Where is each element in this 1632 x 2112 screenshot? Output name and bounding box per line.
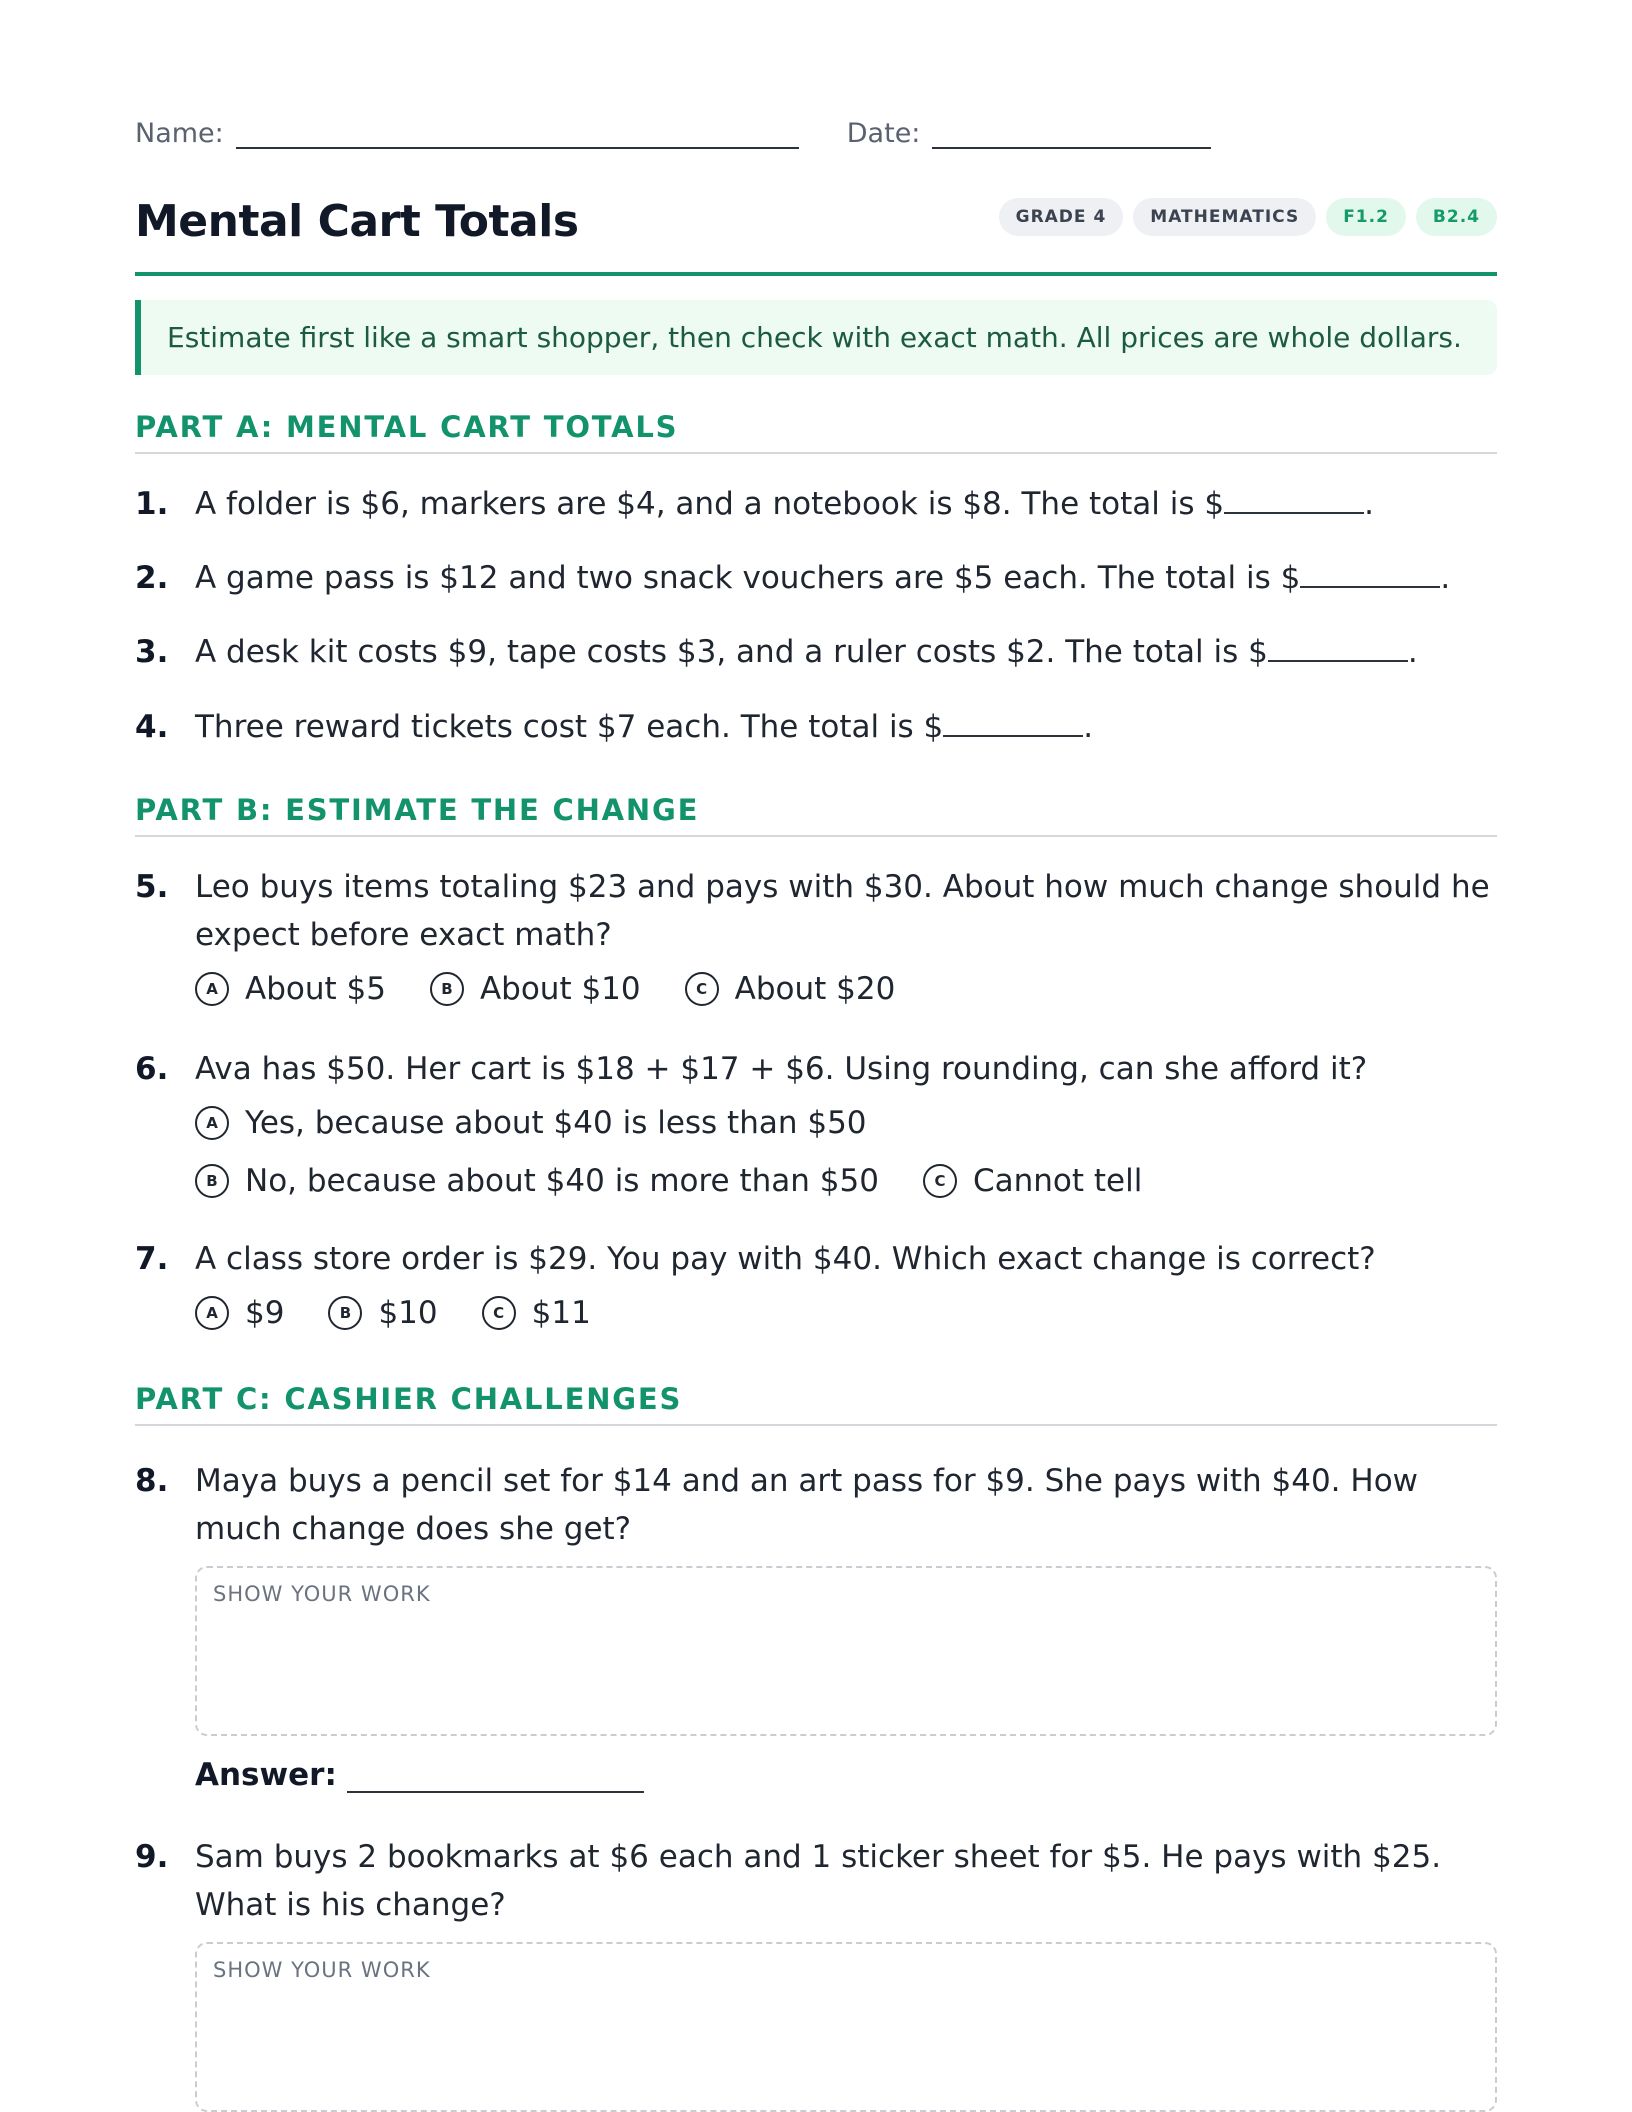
date-field[interactable] (932, 121, 1211, 149)
question-number: 5. (135, 869, 169, 905)
instructions-callout: Estimate first like a smart shopper, then check with exact math. All prices are whole dollars. (135, 300, 1497, 375)
option-a[interactable] (195, 1289, 284, 1337)
option-b[interactable] (430, 965, 641, 1013)
question-8 (135, 1457, 1497, 1553)
option-label: Cannot tell (972, 1163, 1143, 1199)
option-label: About $5 (245, 971, 386, 1007)
work-area[interactable] (195, 1566, 1497, 1736)
grade-badge: GRADE 4 (999, 198, 1124, 236)
question-2 (135, 554, 1497, 602)
question-4 (135, 703, 1497, 751)
work-area-label: SHOW YOUR WORK (213, 1958, 431, 1982)
work-area[interactable] (195, 1942, 1497, 2112)
option-a-bubble[interactable]: A (195, 1296, 229, 1330)
question-text: A desk kit costs $9, tape costs $3, and a ruler costs $2. The total is $ (195, 634, 1268, 670)
question-text: A game pass is $12 and two snack vouchers are $5 each. The total is $ (195, 560, 1301, 596)
question-1 (135, 480, 1497, 528)
question-text: Maya buys a pencil set for $14 and an art pass for $9. She pays with $40. How much change does she get? (195, 1463, 1419, 1547)
option-a[interactable] (195, 965, 386, 1013)
name-field[interactable] (236, 121, 799, 149)
badge-group (999, 198, 1497, 236)
question-text: Ava has $50. Her cart is $18 + $17 + $6. Using rounding, can she afford it? (195, 1051, 1368, 1087)
option-b-bubble[interactable]: B (195, 1164, 229, 1198)
option-a-bubble[interactable]: A (195, 1106, 229, 1140)
question-number: 9. (135, 1839, 169, 1875)
question-number: 2. (135, 560, 169, 596)
title-bar (135, 190, 1497, 276)
question-7 (135, 1235, 1497, 1337)
date-label: Date: (846, 118, 921, 149)
standard-badge: F1.2 (1326, 198, 1406, 236)
option-c-bubble[interactable]: C (685, 972, 719, 1006)
option-label: About $10 (479, 971, 641, 1007)
question-number: 6. (135, 1051, 169, 1087)
punctuation: . (1364, 486, 1374, 522)
question-text: Leo buys items totaling $23 and pays with $30. About how much change should he expect before exact math? (195, 869, 1490, 953)
answer-field[interactable] (347, 1763, 644, 1793)
page-title: Mental Cart Totals (135, 196, 579, 247)
option-label: About $20 (734, 971, 896, 1007)
question-number: 7. (135, 1241, 169, 1277)
option-a-bubble[interactable]: A (195, 972, 229, 1006)
section-heading-part-c: PART C: CASHIER CHALLENGES (135, 1382, 1497, 1426)
question-text: Three reward tickets cost $7 each. The total is $ (195, 709, 944, 745)
answer-blank[interactable] (1224, 484, 1364, 514)
option-c[interactable] (482, 1289, 591, 1337)
question-3 (135, 628, 1497, 676)
option-b[interactable] (328, 1289, 437, 1337)
answer-blank[interactable] (1268, 632, 1408, 662)
subject-badge: MATHEMATICS (1133, 198, 1316, 236)
question-number: 3. (135, 634, 169, 670)
answer-label: Answer: (195, 1757, 337, 1793)
answer-options (195, 1289, 1497, 1337)
option-label: No, because about $40 is more than $50 (245, 1163, 879, 1199)
question-number: 8. (135, 1463, 169, 1499)
option-b-bubble[interactable]: B (430, 972, 464, 1006)
work-area-label: SHOW YOUR WORK (213, 1582, 431, 1606)
option-c[interactable] (923, 1157, 1142, 1205)
punctuation: . (1407, 634, 1418, 670)
option-c[interactable] (685, 965, 896, 1013)
question-text: A folder is $6, markers are $4, and a notebook is $8. The total is $ (195, 486, 1225, 522)
option-label: $10 (378, 1295, 438, 1331)
option-label: Yes, because about $40 is less than $50 (245, 1105, 867, 1141)
option-label: $9 (245, 1295, 285, 1331)
standard-badge: B2.4 (1416, 198, 1497, 236)
question-text: Sam buys 2 bookmarks at $6 each and 1 sticker sheet for $5. He pays with $25. What is his change? (195, 1839, 1442, 1923)
answer-blank[interactable] (943, 707, 1083, 737)
question-9 (135, 1833, 1497, 1929)
section-heading-part-b: PART B: ESTIMATE THE CHANGE (135, 793, 1497, 837)
punctuation: . (1440, 560, 1451, 596)
name-date-row (135, 118, 1211, 149)
question-6 (135, 1045, 1497, 1205)
answer-options (195, 965, 1497, 1013)
name-label: Name: (135, 118, 224, 149)
option-c-bubble[interactable]: C (482, 1296, 516, 1330)
option-label: $11 (531, 1295, 591, 1331)
option-a[interactable] (195, 1099, 867, 1147)
question-5 (135, 863, 1497, 1013)
option-b-bubble[interactable]: B (328, 1296, 362, 1330)
question-number: 4. (135, 709, 169, 745)
option-c-bubble[interactable]: C (923, 1164, 957, 1198)
section-heading-part-a: PART A: MENTAL CART TOTALS (135, 410, 1497, 454)
option-b[interactable] (195, 1157, 879, 1205)
answer-options (195, 1099, 1497, 1205)
question-number: 1. (135, 486, 169, 522)
answer-blank[interactable] (1300, 558, 1440, 588)
punctuation: . (1083, 709, 1094, 745)
answer-row (195, 1757, 644, 1793)
question-text: A class store order is $29. You pay with $40. Which exact change is correct? (195, 1241, 1376, 1277)
